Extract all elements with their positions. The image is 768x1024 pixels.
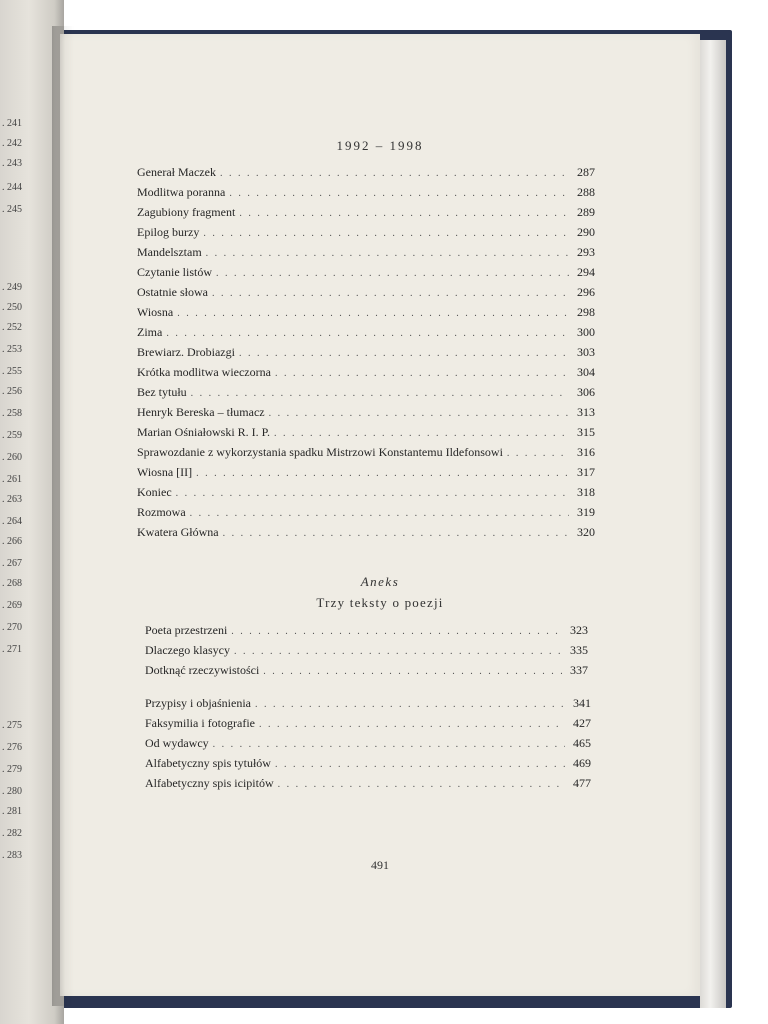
right-page xyxy=(60,34,700,996)
page-number: 491 xyxy=(371,858,389,872)
toc-entry-title: Krótka modlitwa wieczorna xyxy=(137,365,271,379)
toc-entry xyxy=(137,325,595,343)
toc-entry-title: Epilog burzy xyxy=(137,225,200,239)
back-matter-entry-page: 465 xyxy=(573,736,591,750)
toc-entry-page: 294 xyxy=(577,265,595,279)
toc-entry-page: 303 xyxy=(577,345,595,359)
back-matter-entry-page: 427 xyxy=(573,716,591,730)
toc-entry xyxy=(137,285,595,303)
left-page-number: . 268 xyxy=(2,578,22,589)
toc-entry-title: Kwatera Główna xyxy=(137,525,219,539)
left-page-number: . 283 xyxy=(2,850,22,861)
left-page-number: . 266 xyxy=(2,536,22,547)
aneks-entry-title: Poeta przestrzeni xyxy=(145,623,228,637)
aneks-subtitle: Trzy teksty o poezji xyxy=(316,595,444,610)
left-page-number: . 263 xyxy=(2,494,22,505)
toc-entry xyxy=(137,165,595,183)
left-page-number: . 249 xyxy=(2,282,22,293)
leader-dots xyxy=(191,388,569,399)
toc-entry xyxy=(137,405,595,423)
toc-entry-page: 289 xyxy=(577,205,595,219)
left-page-numbers xyxy=(0,0,60,1024)
leader-dots xyxy=(216,268,569,279)
toc-entry xyxy=(137,305,595,323)
toc-entry xyxy=(137,225,595,243)
gutter-shadow xyxy=(52,26,74,1006)
leader-dots xyxy=(203,228,569,239)
back-matter-entry xyxy=(145,716,591,734)
toc-entry-title: Zagubiony fragment xyxy=(137,205,236,219)
left-page-number: . 252 xyxy=(2,322,22,333)
leader-dots xyxy=(259,719,565,730)
back-matter-entry-title: Faksymilia i fotografie xyxy=(145,716,255,730)
leader-dots xyxy=(166,328,569,339)
toc-entry xyxy=(137,245,595,263)
table-of-contents xyxy=(60,34,700,996)
toc-entry xyxy=(137,385,595,403)
toc-entry xyxy=(137,505,595,523)
toc-entry-title: Wiosna xyxy=(137,305,174,319)
back-matter-entry-title: Przypisy i objaśnienia xyxy=(145,696,251,710)
leader-dots xyxy=(206,248,569,259)
toc-entry-page: 290 xyxy=(577,225,595,239)
toc-entry-title: Wiosna [II] xyxy=(137,465,193,479)
left-page-number: . 275 xyxy=(2,720,22,731)
leader-dots xyxy=(223,528,569,539)
toc-entry xyxy=(137,345,595,363)
toc-entry-title: Ostatnie słowa xyxy=(137,285,208,299)
left-page-number: . 279 xyxy=(2,764,22,775)
aneks-entry-page: 335 xyxy=(570,643,588,657)
left-page-number: . 281 xyxy=(2,806,22,817)
toc-entry-title: Zima xyxy=(137,325,163,339)
leader-dots xyxy=(231,626,562,637)
back-matter-entry xyxy=(145,736,591,754)
toc-entry-title: Czytanie listów xyxy=(137,265,212,279)
toc-entry-title: Brewiarz. Drobiazgi xyxy=(137,345,235,359)
toc-entry-page: 313 xyxy=(577,405,595,419)
toc-entry-title: Sprawozdanie z wykorzystania spadku Mistrzowi Konstantemu Ildefonsowi xyxy=(137,445,503,459)
aneks-entry-page: 323 xyxy=(570,623,588,637)
aneks-entry xyxy=(145,643,588,661)
left-page-number: . 267 xyxy=(2,558,22,569)
toc-entry-page: 319 xyxy=(577,505,595,519)
leader-dots xyxy=(275,368,569,379)
back-matter-entry-title: Od wydawcy xyxy=(145,736,209,750)
toc-entry xyxy=(137,185,595,203)
back-matter-entry-page: 341 xyxy=(573,696,591,710)
left-page-number: . 245 xyxy=(2,204,22,215)
back-matter-entry-title: Alfabetyczny spis icipitów xyxy=(145,776,274,790)
page-edge xyxy=(700,40,726,1008)
left-page-number: . 244 xyxy=(2,182,22,193)
left-page-number: . 256 xyxy=(2,386,22,397)
left-page-number: . 276 xyxy=(2,742,22,753)
leader-dots xyxy=(278,779,565,790)
left-page-number: . 261 xyxy=(2,474,22,485)
leader-dots xyxy=(229,188,569,199)
left-page-number: . 259 xyxy=(2,430,22,441)
leader-dots xyxy=(220,168,569,179)
left-page-number: . 241 xyxy=(2,118,22,129)
aneks-entry xyxy=(145,623,588,641)
left-page-number: . 255 xyxy=(2,366,22,377)
back-matter-entry xyxy=(145,756,591,774)
leader-dots xyxy=(275,759,565,770)
aneks-title: Aneks xyxy=(360,574,400,589)
toc-entry-page: 320 xyxy=(577,525,595,539)
leader-dots xyxy=(213,739,565,750)
leader-dots xyxy=(507,448,569,459)
toc-entry-title: Koniec xyxy=(137,485,172,499)
left-page-number: . 269 xyxy=(2,600,22,611)
leader-dots xyxy=(255,699,565,710)
toc-entry xyxy=(137,485,595,503)
left-page-number: . 280 xyxy=(2,786,22,797)
toc-entry-page: 287 xyxy=(577,165,595,179)
toc-entry-page: 315 xyxy=(577,425,595,439)
left-page-number: . 242 xyxy=(2,138,22,149)
toc-entry-title: Henryk Bereska – tłumacz xyxy=(137,405,265,419)
aneks-entry xyxy=(145,663,588,681)
leader-dots xyxy=(190,508,569,519)
back-matter-entry xyxy=(145,776,591,794)
left-page-number: . 250 xyxy=(2,302,22,313)
aneks-entry-title: Dlaczego klasycy xyxy=(145,643,230,657)
leader-dots xyxy=(274,428,569,439)
back-matter-entry xyxy=(145,696,591,714)
toc-entry xyxy=(137,265,595,283)
toc-entry-page: 296 xyxy=(577,285,595,299)
toc-entry xyxy=(137,205,595,223)
leader-dots xyxy=(176,488,569,499)
left-page-number: . 260 xyxy=(2,452,22,463)
leader-dots xyxy=(196,468,569,479)
left-page-number: . 243 xyxy=(2,158,22,169)
toc-entry-title: Bez tytułu xyxy=(137,385,187,399)
toc-entry-title: Rozmowa xyxy=(137,505,186,519)
left-page-number: . 282 xyxy=(2,828,22,839)
leader-dots xyxy=(177,308,569,319)
toc-entry-title: Modlitwa poranna xyxy=(137,185,226,199)
toc-entry-page: 304 xyxy=(577,365,595,379)
leader-dots xyxy=(269,408,569,419)
toc-entry xyxy=(137,525,595,543)
toc-entry-title: Generał Maczek xyxy=(137,165,216,179)
toc-entry xyxy=(137,365,595,383)
leader-dots xyxy=(239,348,569,359)
toc-entry xyxy=(137,465,595,483)
aneks-entry-title: Dotknąć rzeczywistości xyxy=(145,663,260,677)
left-page-number: . 271 xyxy=(2,644,22,655)
toc-entry-page: 318 xyxy=(577,485,595,499)
toc-entry-page: 298 xyxy=(577,305,595,319)
leader-dots xyxy=(263,666,562,677)
toc-entry-page: 293 xyxy=(577,245,595,259)
left-page-number: . 253 xyxy=(2,344,22,355)
back-matter-entry-page: 469 xyxy=(573,756,591,770)
toc-entry-page: 317 xyxy=(577,465,595,479)
leader-dots xyxy=(239,208,569,219)
toc-entry-page: 306 xyxy=(577,385,595,399)
leader-dots xyxy=(234,646,562,657)
toc-entry xyxy=(137,445,595,463)
left-page-number: . 258 xyxy=(2,408,22,419)
toc-entry-title: Marian Ośniałowski R. I. P. xyxy=(137,425,270,439)
back-matter-entry-title: Alfabetyczny spis tytułów xyxy=(145,756,271,770)
aneks-entry-page: 337 xyxy=(570,663,588,677)
toc-entry-page: 316 xyxy=(577,445,595,459)
toc-entry-page: 288 xyxy=(577,185,595,199)
back-matter-entry-page: 477 xyxy=(573,776,591,790)
toc-entry xyxy=(137,425,595,443)
left-page-number: . 270 xyxy=(2,622,22,633)
toc-entry-title: Mandelsztam xyxy=(137,245,202,259)
section-heading: 1992 – 1998 xyxy=(336,138,424,153)
toc-entry-page: 300 xyxy=(577,325,595,339)
left-page-number: . 264 xyxy=(2,516,22,527)
leader-dots xyxy=(212,288,569,299)
